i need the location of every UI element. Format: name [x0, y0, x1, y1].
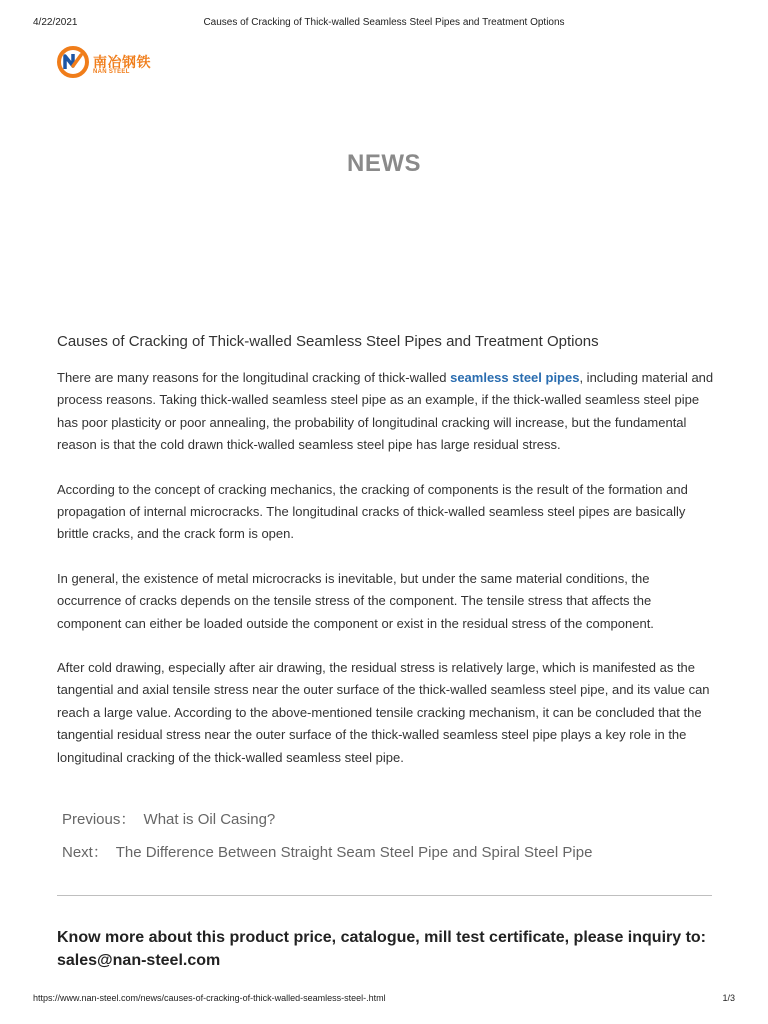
next-label: Next：	[62, 844, 108, 861]
article-title: Causes of Cracking of Thick-walled Seamless Steel Pipes and Treatment Options	[57, 333, 599, 350]
print-footer	[0, 993, 768, 1007]
print-header	[0, 17, 768, 31]
previous-label: Previous：	[62, 811, 136, 828]
article-paragraph-1	[57, 367, 717, 457]
article	[57, 331, 717, 791]
print-url: https://www.nan-steel.com/news/causes-of-cracking-of-thick-walled-seamless-steel-.html	[33, 993, 386, 1003]
paragraph-text: , including material and process reasons. Taking thick-walled seamless steel pipe as an example, if the thick-walled seamless steel pipe has poor plasticity or poor annealing, the probability of longitudinal cracking will increase, but the fundamental reason is that the cold drawn thick-walled seamless steel pipe has large residual stress.	[57, 370, 714, 453]
print-date: 4/22/2021	[33, 17, 78, 28]
nan-steel-logo[interactable]	[56, 45, 166, 81]
page-number: 1/3	[722, 993, 735, 1003]
inquiry-text: Know more about this product price, catalogue, mill test certificate, please inquiry to: sales@nan-steel.com	[57, 929, 707, 969]
next-post-link[interactable]: The Difference Between Straight Seam Steel Pipe and Spiral Steel Pipe	[115, 844, 593, 861]
logo-english-name: NAN STEEL	[93, 69, 130, 75]
article-paragraph-3: In general, the existence of metal microcracks is inevitable, but under the same material conditions, the occurrence of cracks depends on the tensile stress of the component. The tensile stress that affects the component can either be loaded outside the component or exist in the residual stress of the component.	[57, 570, 654, 631]
article-paragraph-4: After cold drawing, especially after air drawing, the residual stress is relatively large, which is manifested as the tangential and axial tensile stress near the outer surface of the thick-walled seamless steel pipe, and its value can reach a large value. According to the above-mentioned tensile cracking mechanism, it can be concluded that the tangential residual stress near the outer surface of the thick-walled seamless steel pipe plays a key role in the longitudinal cracking of the thick-walled seamless steel pipe.	[57, 660, 710, 765]
previous-post	[62, 808, 722, 829]
article-paragraph-2: According to the concept of cracking mechanics, the cracking of components is the result of the formation and propagation of internal microcracks. The longitudinal cracks of thick-walled seamless steel pipes are basically brittle cracks, and the crack form is open.	[57, 481, 688, 542]
next-post	[62, 841, 722, 862]
print-page-title: Causes of Cracking of Thick-walled Seamless Steel Pipes and Treatment Options	[203, 17, 565, 28]
divider	[57, 895, 712, 896]
logo-chinese-name: 南冶钢铁	[93, 54, 151, 70]
seamless-steel-pipes-link[interactable]: seamless steel pipes	[450, 370, 580, 385]
paragraph-text: There are many reasons for the longitudinal cracking of thick-walled	[57, 370, 451, 385]
section-title: NEWS	[347, 150, 421, 177]
previous-post-link[interactable]: What is Oil Casing?	[143, 811, 276, 828]
nan-steel-logo-icon	[56, 45, 90, 79]
